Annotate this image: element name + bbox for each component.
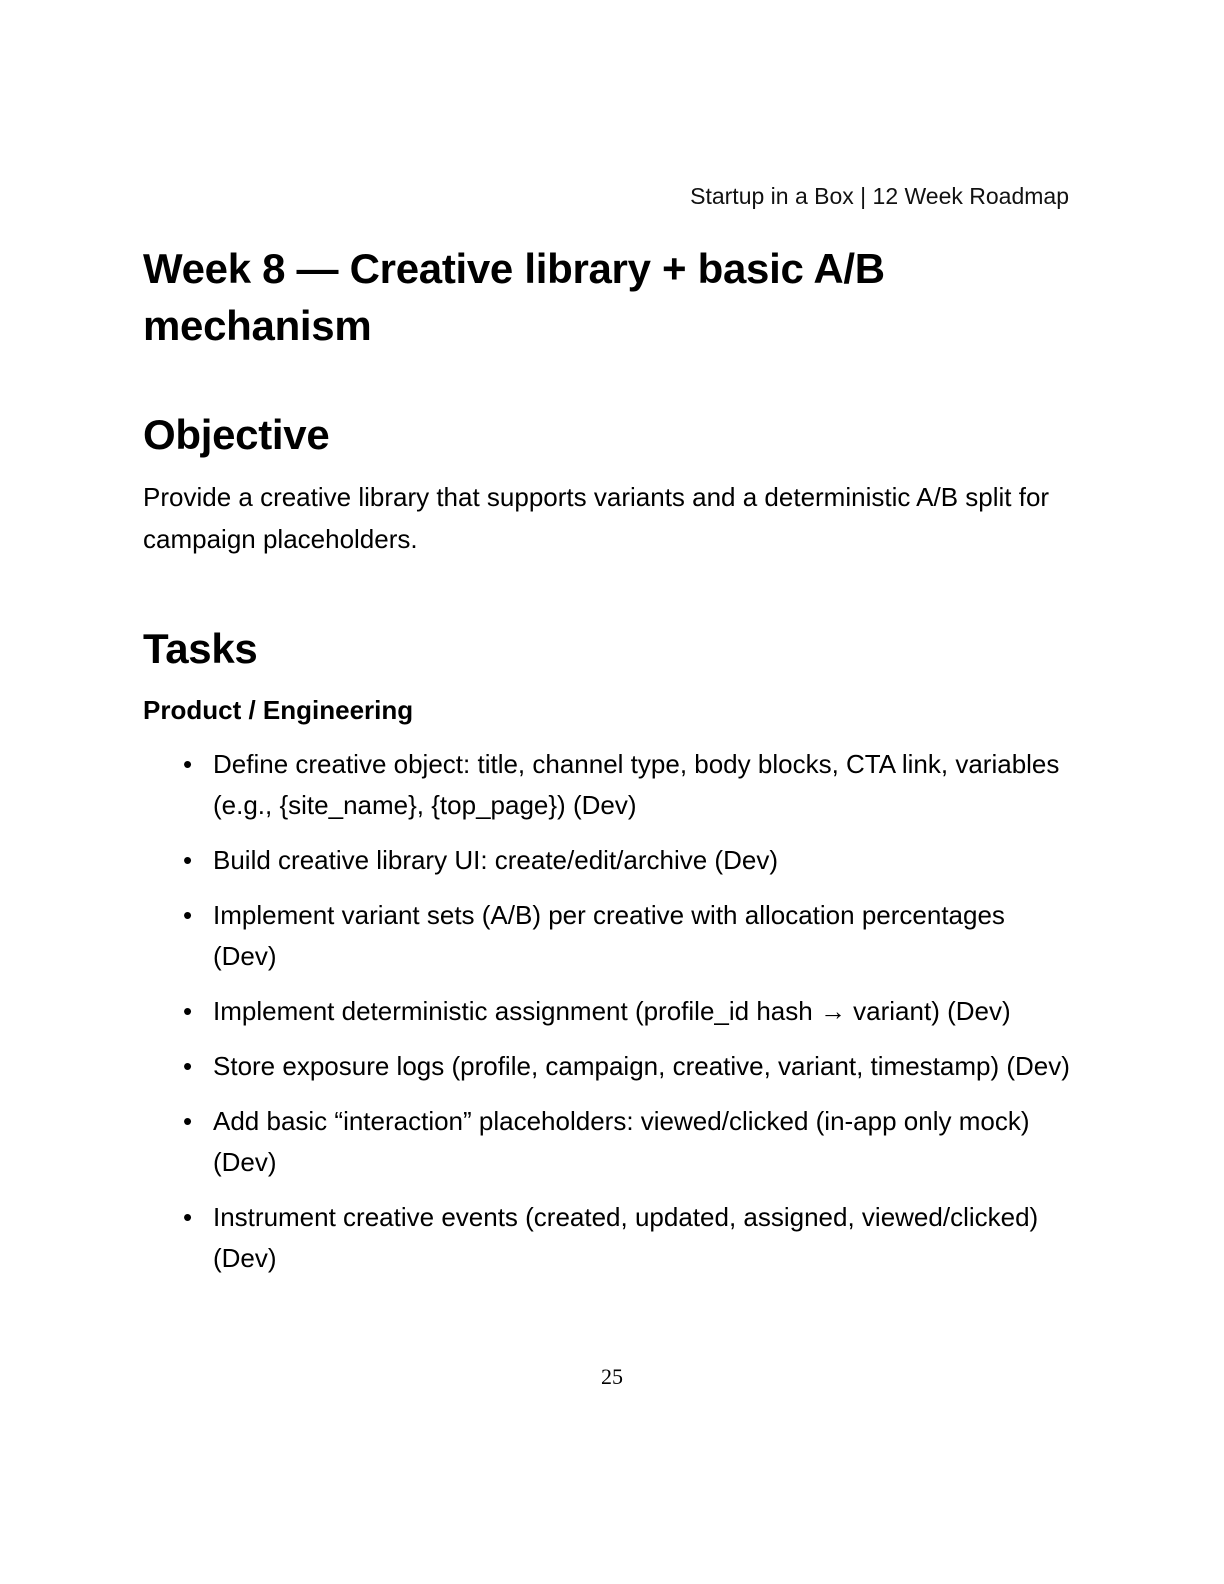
bullet-icon: • <box>183 996 193 1026</box>
bullet-icon: • <box>183 1202 193 1232</box>
task-list-item <box>143 744 1073 826</box>
page-number: 25 <box>601 1364 623 1389</box>
page-content <box>143 240 1073 1293</box>
task-group-title: Product / Engineering <box>143 695 414 725</box>
task-list-item <box>143 1101 1073 1183</box>
bullet-icon: • <box>183 1051 193 1081</box>
task-text: Define creative object: title, channel type, body blocks, CTA link, variables (e.g., {site_name}, {top_page}) (Dev) <box>213 749 1060 820</box>
task-list-item <box>143 1197 1073 1279</box>
task-list-item <box>143 1046 1073 1087</box>
task-list <box>143 744 1073 1279</box>
task-text: Instrument creative events (created, updated, assigned, viewed/clicked) (Dev) <box>213 1202 1039 1273</box>
tasks-heading: Tasks <box>143 625 258 672</box>
bullet-icon: • <box>183 845 193 875</box>
page-title: Week 8 — Creative library + basic A/B mechanism <box>143 245 885 349</box>
task-text: Add basic “interaction” placeholders: viewed/clicked (in-app only mock) (Dev) <box>213 1106 1030 1177</box>
task-text: Build creative library UI: create/edit/archive (Dev) <box>213 845 778 875</box>
task-text: Implement variant sets (A/B) per creative with allocation percentages (Dev) <box>213 900 1005 971</box>
task-list-item <box>143 991 1073 1032</box>
task-text: Store exposure logs (profile, campaign, creative, variant, timestamp) (Dev) <box>213 1051 1070 1081</box>
bullet-icon: • <box>183 1106 193 1136</box>
objective-text: Provide a creative library that supports variants and a deterministic A/B split for campaign placeholders. <box>143 482 1050 554</box>
objective-heading: Objective <box>143 411 330 458</box>
bullet-icon: • <box>183 749 193 779</box>
task-list-item <box>143 840 1073 881</box>
running-header: Startup in a Box | 12 Week Roadmap <box>690 183 1069 209</box>
task-list-item <box>143 895 1073 977</box>
bullet-icon: • <box>183 900 193 930</box>
task-text: Implement deterministic assignment (profile_id hash → variant) (Dev) <box>213 996 1011 1026</box>
